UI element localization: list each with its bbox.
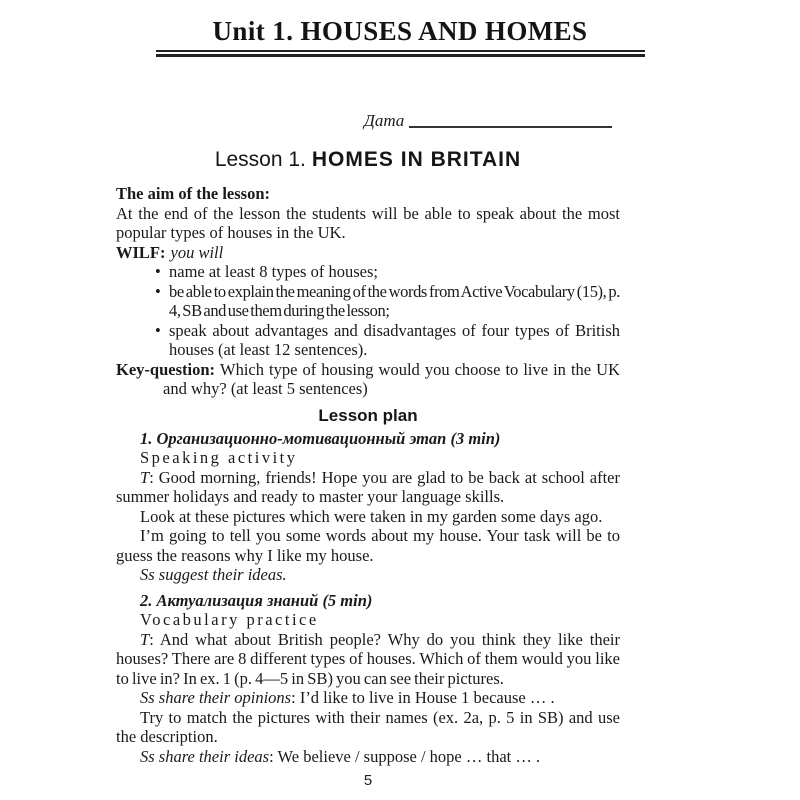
lesson-title: [116, 148, 620, 172]
page-number: 5: [363, 772, 373, 789]
wilf-item: • name at least 8 types of houses;: [169, 262, 620, 282]
wilf-line: [116, 243, 620, 263]
date-label: Дата: [364, 111, 405, 130]
students-speech: : We believe / suppose / hope … that … .: [269, 746, 541, 766]
date-line: [364, 111, 612, 131]
speaker-label: Ss share their opinions: [140, 688, 292, 707]
page-column: [116, 111, 620, 790]
teacher-speech: : Good morning, friends! Hope you are glad to be back at school after summer holidays and ready to master your language skills.: [116, 467, 620, 506]
wilf-list: [116, 262, 620, 360]
students-action: Ss suggest their ideas.: [140, 565, 287, 584]
key-question-label: Key-question:: [116, 359, 215, 379]
teacher-speech: : And what about British people? Why do you think they like their houses? There are 8 different types of houses. Which of them would you like to live in? In ex. 1 (p. 4—5 in SB) you can see their pictures.: [116, 629, 620, 688]
title-divider-rule: [156, 50, 645, 57]
date-blank-underline: [409, 126, 612, 128]
lesson-name: HOMES IN BRITAIN: [311, 148, 522, 171]
wilf-item: • be able to explain the meaning of the words from Active Vocabulary (15), p. 4, SB and use them during the lesson;: [169, 282, 620, 321]
key-question-text: Which type of housing would you choose to live in the UK and why? (at least 5 sentences): [163, 359, 620, 398]
teacher-paragraph: [116, 468, 620, 507]
aim-text: At the end of the lesson the students will be able to speak about the most popular types of houses in the UK.: [116, 203, 620, 242]
lesson-body: [116, 184, 620, 766]
stage-1-activity-label: Speaking activity: [140, 448, 298, 467]
students-action: [116, 688, 620, 708]
wilf-intro: you will: [170, 242, 224, 262]
lesson-plan-heading: Lesson plan: [318, 405, 418, 425]
speaker-label: Ss share their ideas: [140, 746, 270, 766]
stage-2-activity-label: Vocabulary practice: [140, 610, 319, 629]
speaker-label: T: [140, 467, 150, 487]
unit-title: Unit 1. HOUSES AND HOMES: [212, 16, 588, 46]
wilf-item: • speak about advantages and disadvantages of four types of British houses (at least 12 sentences).: [169, 321, 620, 360]
lesson-number: Lesson 1.: [214, 148, 306, 171]
speaker-label: T: [140, 629, 150, 649]
aim-heading: The aim of the lesson:: [116, 184, 270, 203]
teacher-paragraph: Look at these pictures which were taken in my garden some days ago.: [140, 506, 603, 526]
students-action: [116, 747, 620, 767]
teacher-paragraph: I’m going to tell you some words about my house. Your task will be to guess the reasons why I like my house.: [116, 526, 620, 565]
stage-1-heading: 1. Организационно-мотивационный этап (3 min): [140, 428, 501, 448]
students-speech: : I’d like to live in House 1 because … .: [291, 688, 555, 707]
key-question: [116, 360, 620, 399]
teacher-paragraph: Try to match the pictures with their names (ex. 2a, p. 5 in SB) and use the description.: [116, 707, 620, 746]
stage-2-heading: 2. Актуализация знаний (5 min): [140, 590, 373, 610]
teacher-paragraph: [116, 630, 620, 689]
wilf-label: WILF:: [116, 242, 166, 262]
